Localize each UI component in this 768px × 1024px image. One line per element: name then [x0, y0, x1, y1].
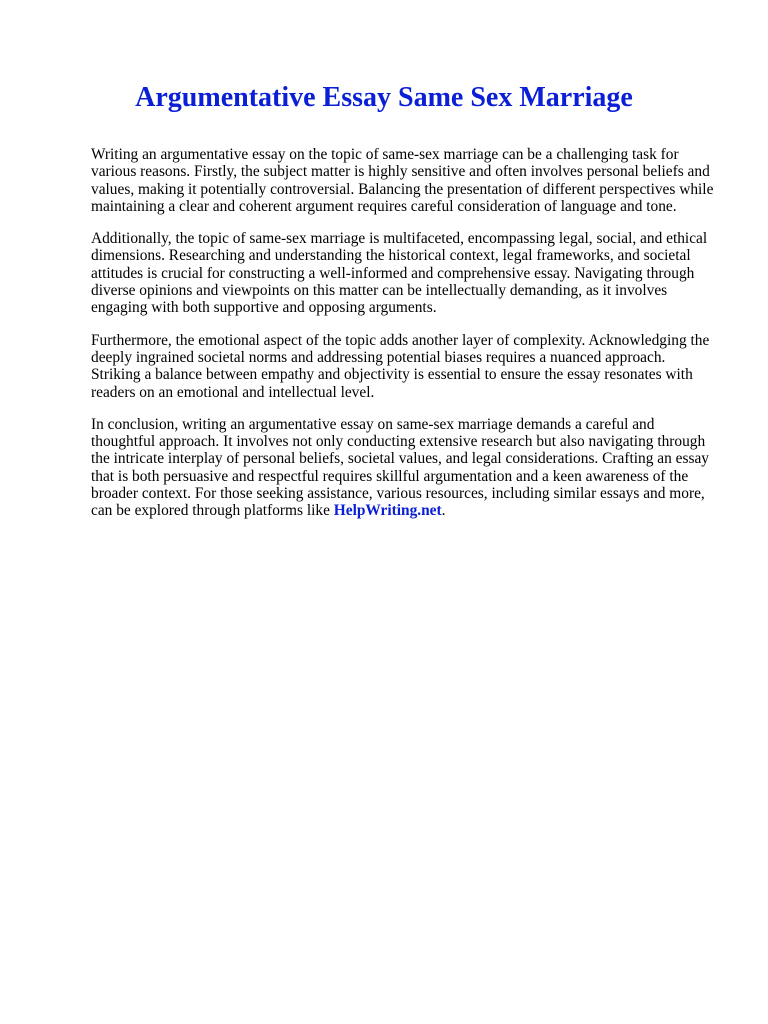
paragraph-3 — [91, 332, 731, 401]
paragraph-1 — [91, 146, 731, 215]
text-line: diverse opinions and viewpoints on this matter can be intellectually demanding, as it involves — [91, 282, 668, 300]
link-suffix-text: . — [441, 502, 446, 520]
text-line: various reasons. Firstly, the subject matter is highly sensitive and often involves personal beliefs and — [91, 163, 710, 181]
text-line: broader context. For those seeking assistance, various resources, including similar essays and more, — [91, 485, 705, 503]
document-title: Argumentative Essay Same Sex Marriage — [135, 82, 633, 113]
text-line: Striking a balance between empathy and objectivity is essential to ensure the essay resonates with — [91, 366, 693, 384]
link-prefix-text: can be explored through platforms like — [91, 502, 334, 520]
text-line: engaging with both supportive and opposing arguments. — [91, 299, 437, 317]
text-line: attitudes is crucial for constructing a well-informed and comprehensive essay. Navigating through — [91, 264, 695, 282]
text-line: maintaining a clear and coherent argument requires careful consideration of language and tone. — [91, 197, 677, 215]
text-line-with-link — [91, 502, 731, 519]
text-line: thoughtful approach. It involves not only conducting extensive research but also navigating through — [91, 433, 706, 451]
text-line: Furthermore, the emotional aspect of the topic adds another layer of complexity. Acknowledging the — [91, 331, 710, 349]
text-line: dimensions. Researching and understanding the historical context, legal frameworks, and societal — [91, 247, 691, 265]
paragraph-2 — [91, 230, 731, 316]
paragraph-4 — [91, 416, 731, 520]
text-line: deeply ingrained societal norms and addressing potential biases requires a nuanced approach. — [91, 348, 666, 366]
text-line: values, making it potentially controversial. Balancing the presentation of different perspectives while — [91, 180, 714, 198]
text-line: Additionally, the topic of same-sex marriage is multifaceted, encompassing legal, social, and ethical — [91, 230, 708, 248]
text-line: readers on an emotional and intellectual level. — [91, 383, 375, 401]
text-line: Writing an argumentative essay on the topic of same-sex marriage can be a challenging task for — [91, 146, 679, 163]
document-body — [91, 146, 731, 535]
helpwriting-link[interactable]: HelpWriting.net — [333, 502, 442, 520]
text-line: that is both persuasive and respectful requires skillful argumentation and a keen awareness of the — [91, 467, 689, 485]
text-line: In conclusion, writing an argumentative essay on same-sex marriage demands a careful and — [91, 415, 655, 433]
text-line: the intricate interplay of personal beliefs, societal values, and legal considerations. Crafting an essay — [91, 450, 709, 468]
